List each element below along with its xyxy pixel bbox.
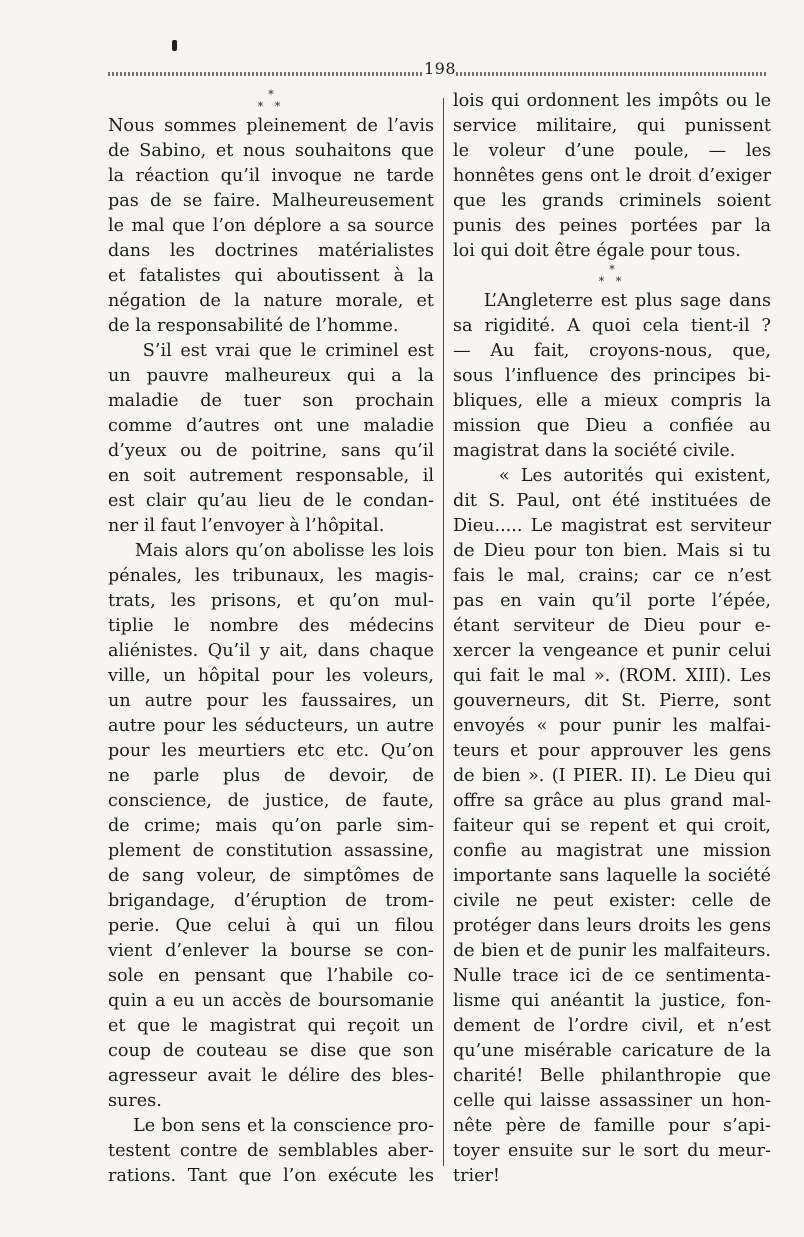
text-line: ville, un hôpital pour les voleurs, [108,666,434,686]
text-line: sa rigidité. A quoi cela tient-il ? [453,316,771,336]
text-line: service militaire, qui punissent [453,116,771,136]
text-line: que les grands criminels soient [453,191,771,211]
text-line: autre pour les séducteurs, un autre [108,716,434,736]
text-line: tiplie le nombre des médecins [108,616,434,636]
text-line: magistrat dans la société civile. [453,441,736,461]
text-line: perie. Que celui à qui un filou [108,916,434,936]
text-line: faiteur qui se repent et qui croit, [453,816,771,836]
text-line: la réaction qu’il invoque ne tarde [108,166,434,186]
text-line: rations. Tant que l’on exécute les [108,1166,434,1186]
text-line: « Les autorités qui existent, [453,466,771,486]
text-line: de Dieu pour ton bien. Mais si tu [453,541,771,561]
text-line: brigandage, d’éruption de trom- [108,891,434,911]
text-line: un autre pour les faussaires, un [108,691,434,711]
text-line: civile ne peut exister: celle de [453,891,771,911]
text-line: fais le mal, crains; car ce n’est [453,566,771,586]
text-line: punis des peines portées par la [453,216,771,236]
text-line: lisme qui anéantit la justice, fon- [453,991,771,1011]
text-line: Nous sommes pleinement de l’avis [108,116,434,136]
left-column [108,89,434,1189]
text-line: importante sans laquelle la société [453,866,771,886]
text-line: de bien et de punir les malfaiteurs. [453,941,771,961]
text-line: pas de se faire. Malheureusement [108,191,434,211]
text-line: toyer ensuite sur le sort du meur- [453,1141,771,1161]
text-line: confie au magistrat une mission [453,841,771,861]
text-line: trats, les prisons, et qu’on mul- [108,591,434,611]
text-line: négation de la nature morale, et [108,291,434,311]
text-line: L’Angleterre est plus sage dans [453,291,771,311]
text-line: pas en vain qu’il porte l’épée, [453,591,771,611]
text-line: offre sa grâce au plus grand mal- [453,791,771,811]
asterism-bottom: * * [257,100,285,113]
text-line: sous l’influence des principes bi- [453,366,771,386]
text-line: et fatalistes qui aboutissent à la [108,266,434,286]
text-line: qui fait le mal ». (ROM. XIII). Les [453,666,771,686]
text-line: agresseur avait le délire des bles- [108,1066,434,1086]
text-line: d’yeux ou de poitrine, sans qu’il [108,441,434,461]
text-line: vient d’enlever la bourse se con- [108,941,434,961]
text-line: S’il est vrai que le criminel est [108,341,434,361]
text-line: testent contre de semblables aber- [108,1141,434,1161]
asterism-bottom: * * [598,275,626,288]
text-line: et que le magistrat qui reçoit un [108,1016,434,1036]
text-line: qu’une misérable caricature de la [453,1041,771,1061]
right-column [453,89,771,1189]
text-line: de bien ». (I PIER. II). Le Dieu qui [453,766,771,786]
text-line: quin a eu un accès de boursomanie [108,991,434,1011]
ink-speck [172,40,177,51]
text-line: nête père de famille pour s’api- [453,1116,771,1136]
text-line: charité! Belle philanthropie que [453,1066,771,1086]
text-line: Le bon sens et la conscience pro- [108,1116,434,1136]
text-line: envoyés « pour punir les malfai- [453,716,771,736]
text-line: sures. [108,1091,162,1111]
text-line: mission que Dieu a confiée au [453,416,771,436]
text-line: xercer la vengeance et punir celui [453,641,771,661]
text-line: ne parle plus de devoir, de [108,766,434,786]
text-line: gouverneurs, dit St. Pierre, sont [453,691,771,711]
asterism [453,264,771,289]
text-line: est clair qu’au lieu de le condan- [108,491,434,511]
text-line: teurs et pour approuver les gens [453,741,771,761]
text-line: conscience, de justice, de faute, [108,791,434,811]
text-line: Mais alors qu’on abolisse les lois [108,541,434,561]
text-line: honnêtes gens ont le droit d’exiger [453,166,771,186]
header-rule-right [456,72,766,76]
asterism [108,89,434,114]
text-line: dement de l’ordre civil, et n’est [453,1016,771,1036]
text-line: de sang voleur, de simptômes de [108,866,434,886]
text-line: lois qui ordonnent les impôts ou le [453,91,771,111]
text-line: coup de couteau se dise que son [108,1041,434,1061]
text-line: le mal que l’on déplore a sa source [108,216,434,236]
text-line: de crime; mais qu’on parle sim- [108,816,434,836]
header-rule-left [108,72,422,76]
text-line: dans les doctrines matérialistes [108,241,434,261]
asterism-top: * [268,88,274,101]
text-line: Nulle trace ici de ce sentimenta- [453,966,771,986]
text-line: un pauvre malheureux qui a la [108,366,434,386]
text-line: comme d’autres ont une maladie [108,416,434,436]
text-line: — Au fait, croyons-nous, que, [453,341,771,361]
text-line: pénales, les tribunaux, les magis- [108,566,434,586]
column-divider [443,98,444,1166]
page-number: 198 [424,59,457,78]
text-line: sole en pensant que l’habile co- [108,966,434,986]
asterism-top: * [609,263,615,276]
text-line: aliénistes. Qu’il y ait, dans chaque [108,641,434,661]
text-line: maladie de tuer son prochain [108,391,434,411]
text-line: dit S. Paul, ont été instituées de [453,491,771,511]
text-line: de la responsabilité de l’homme. [108,316,399,336]
text-line: protéger dans leurs droits les gens [453,916,771,936]
text-line: bliques, elle a mieux compris la [453,391,771,411]
text-line: celle qui laisse assassiner un hon- [453,1091,771,1111]
text-line: pour les meurtiers etc etc. Qu’on [108,741,434,761]
text-line: en soit autrement responsable, il [108,466,434,486]
text-line: le voleur d’une poule, — les [453,141,771,161]
text-line: ner il faut l’envoyer à l’hôpital. [108,516,385,536]
text-line: Dieu..... Le magistrat est serviteur [453,516,771,536]
text-line: trier! [453,1166,500,1186]
text-line: loi qui doit être égale pour tous. [453,241,741,261]
text-line: de Sabino, et nous souhaitons que [108,141,434,161]
text-line: plement de constitution assassine, [108,841,434,861]
text-line: étant serviteur de Dieu pour e- [453,616,771,636]
